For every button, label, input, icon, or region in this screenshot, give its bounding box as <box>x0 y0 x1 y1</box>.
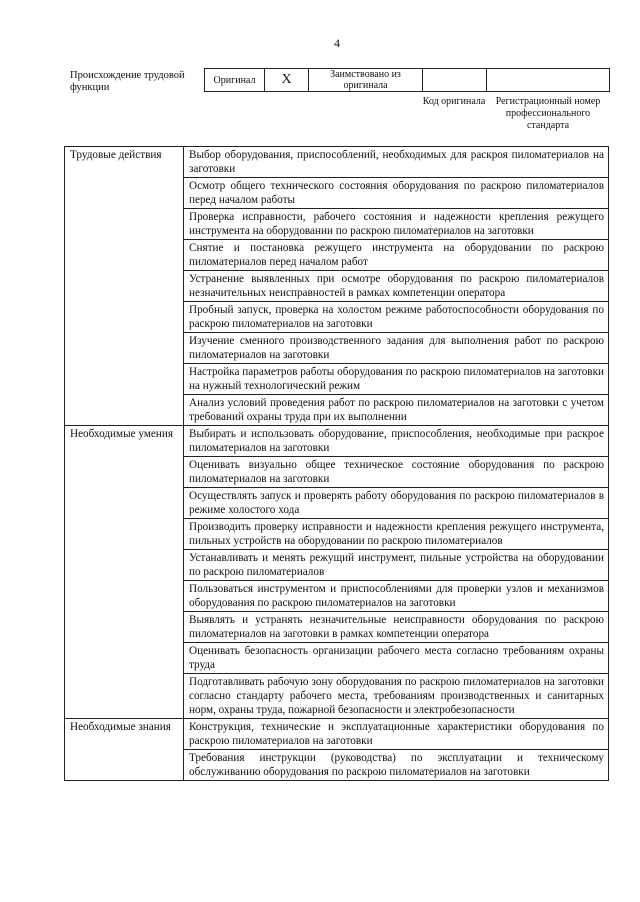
section-item: Проверка исправности, рабочего состояния и надежности крепления режущего инструмента на оборудовании по раскрою пиломатериалов на заготовки <box>184 209 609 240</box>
section-item: Анализ условий проведения работ по раскрою пиломатериалов на заготовки с учетом требований охраны труда при их выполнении <box>184 395 609 426</box>
section-item: Пробный запуск, проверка на холостом режиме работоспособности оборудования по раскрою пиломатериалов на заготовки <box>184 302 609 333</box>
section-item: Подготавливать рабочую зону оборудования по раскрою пиломатериалов на заготовки согласно стандарту рабочего места, требованиям производственных и санитарных норм, охраны труда, пожарной безопасности и электробезопасности <box>184 674 609 719</box>
section-item: Требования инструкции (руководства) по эксплуатации и техническому обслуживанию оборудования по раскрою пиломатериалов на заготовки <box>184 750 609 781</box>
page-number: 4 <box>334 36 340 50</box>
origin-label: Происхождение трудовой функции <box>70 70 185 93</box>
origin-code-cell <box>423 69 487 91</box>
origin-reg-cell <box>487 69 609 91</box>
section-label: Необходимые умения <box>65 426 184 719</box>
section-item: Оценивать безопасность организации рабочего места согласно требованиям охраны труда <box>184 643 609 674</box>
section-item: Устранение выявленных при осмотре оборудования по раскрою пиломатериалов незначительных неисправностей в рамках компетенции оператора <box>184 271 609 302</box>
table-row <box>65 147 609 178</box>
section-item: Изучение сменного производственного задания для выполнения работ по раскрою пиломатериалов на заготовки <box>184 333 609 364</box>
origin-table <box>204 68 610 92</box>
section-item: Устанавливать и менять режущий инструмент, пильные устройства на оборудовании по раскрою пиломатериалов <box>184 550 609 581</box>
section-item: Выявлять и устранять незначительные неисправности оборудования по раскрою пиломатериалов на заготовки в рамках компетенции оператора <box>184 612 609 643</box>
section-item: Оценивать визуально общее техническое состояние оборудования по раскрою пиломатериалов на заготовки <box>184 457 609 488</box>
section-item: Конструкция, технические и эксплуатационные характеристики оборудования по раскрою пиломатериалов на заготовки <box>184 719 609 750</box>
section-label: Трудовые действия <box>65 147 184 426</box>
section-item: Пользоваться инструментом и приспособлениями для проверки узлов и механизмов оборудования по раскрою пиломатериалов на заготовки <box>184 581 609 612</box>
section-item: Снятие и постановка режущего инструмента на оборудовании по раскрою пиломатериалов перед началом работ <box>184 240 609 271</box>
origin-borrowed-label: Заимствовано из оригинала <box>309 69 423 91</box>
table-row <box>65 719 609 750</box>
section-item: Осмотр общего технического состояния оборудования по раскрою пиломатериалов перед началом работы <box>184 178 609 209</box>
reg-number-caption: Регистрационный номер профессионального стандарта <box>495 96 601 131</box>
section-item: Настройка параметров работы оборудования по раскрою пиломатериалов на заготовки на нужный технологический режим <box>184 364 609 395</box>
origin-original-label: Оригинал <box>205 69 265 91</box>
origin-original-mark: X <box>265 69 309 91</box>
section-item: Производить проверку исправности и надежности крепления режущего инструмента, пильных устройств на оборудовании по раскрою пиломатериалов <box>184 519 609 550</box>
code-caption: Код оригинала <box>422 96 486 107</box>
section-item: Осуществлять запуск и проверять работу оборудования по раскрою пиломатериалов в режиме холостого хода <box>184 488 609 519</box>
function-table <box>64 146 609 781</box>
table-row <box>65 426 609 457</box>
section-item: Выбор оборудования, приспособлений, необходимых для раскроя пиломатериалов на заготовки <box>184 147 609 178</box>
section-label: Необходимые знания <box>65 719 184 781</box>
section-item: Выбирать и использовать оборудование, приспособления, необходимые при раскрое пиломатериалов на заготовки <box>184 426 609 457</box>
